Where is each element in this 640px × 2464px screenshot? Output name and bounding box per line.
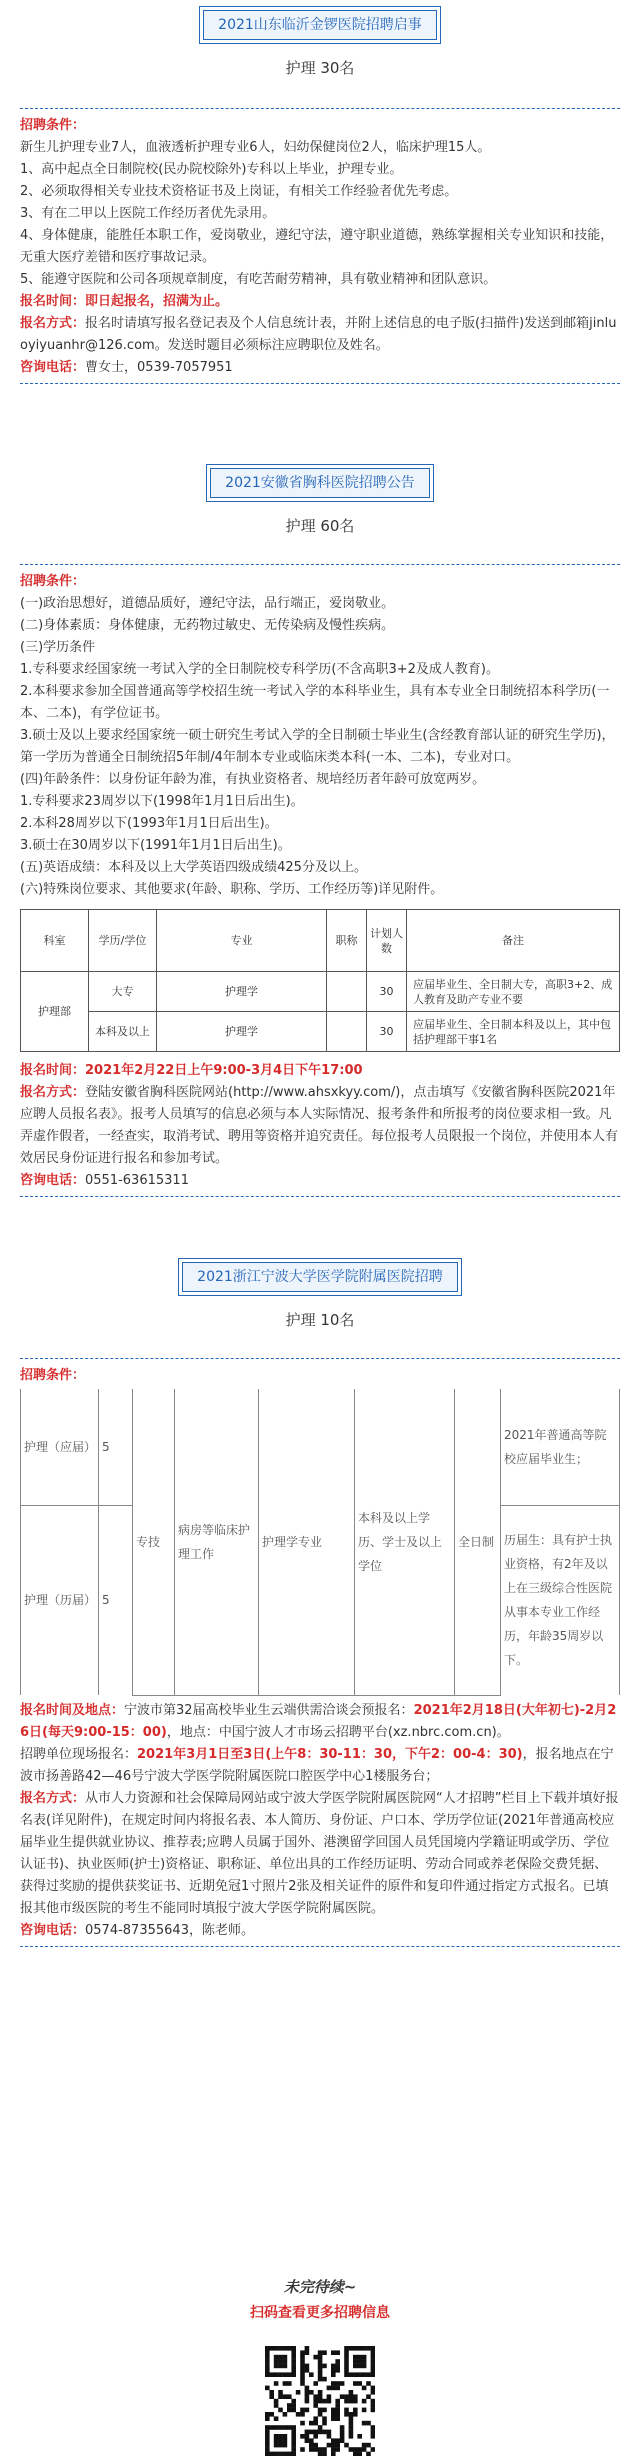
section-3-title-banner <box>178 1258 462 1296</box>
time-value: 2021年2月22日上午9:00-3月4日下午17:00 <box>85 1063 363 1078</box>
note-cell: 应届毕业生、全日制大专，高职3+2、成人教育及助产专业不要 <box>407 972 620 1012</box>
table-header: 计划人数 <box>367 910 407 972</box>
section-1-title-banner <box>199 6 441 44</box>
req-label: 招聘条件： <box>20 1368 86 1383</box>
table-header: 科室 <box>21 910 89 972</box>
section-2-body <box>20 564 620 1197</box>
major-cell: 护理学专业 <box>259 1389 355 1695</box>
site-label: 招聘单位现场报名： <box>20 1746 138 1762</box>
count-cell: 5 <box>99 1389 133 1505</box>
section-3-body <box>20 1358 620 1947</box>
s2-line: (六)特殊岗位要求、其他要求(年龄、职称、学历、工作经历等)详见附件。 <box>20 882 444 897</box>
s2-line: (二)身体素质：身体健康，无药物过敏史、无传染病及慢性疾病。 <box>20 618 395 633</box>
s2-line: 1.专科要求23周岁以下(1998年1月1日后出生)。 <box>20 794 304 809</box>
s2-line: (五)英语成绩：本科及以上大学英语四级成绩425分及以上。 <box>20 860 367 875</box>
to-be-continued: 未完待续~ <box>283 2278 357 2296</box>
time-label: 报名时间： <box>20 294 86 309</box>
time-value: 宁波市第32届高校毕业生云端供需洽谈会预报名： <box>124 1702 414 1718</box>
note-cell: 历届生：具有护士执业资格，有2年及以上在三级综合性医院从事本专业工作经历，年龄35周岁以下。 <box>501 1505 620 1695</box>
table-row <box>21 1389 620 1505</box>
table-row <box>21 1012 620 1052</box>
method-value: 从市人力资源和社会保障局网站或宁波大学医学院附属医院网“人才招聘”栏目上下载并填好报名表(详见附件)，在规定时间内将报名表、本人简历、身份证、户口本、学历学位证(2021年普通高校应届毕业生提供就业协议、推荐表;应聘人员属于国外、港澳留学回国人员凭国境内学籍证明或学历、学位认证书)、执业医师(护士)资格证、职称证、单位出具的工作经历证明、劳动合同或养老保险交费凭据、获得过奖励的提供获奖证书、近期免冠1寸照片2张及相关证件的原件和复印件通过指定方式报名。已填报其他市级医院的考生不能同时填报宁波大学医学院附属医院。 <box>20 1790 619 1916</box>
duty-cell: 病房等临床护理工作 <box>175 1389 259 1695</box>
degree-cell: 本科及以上学历、学士及以上学位 <box>355 1389 455 1695</box>
count-cell: 30 <box>367 1012 407 1052</box>
method-value: 登陆安徽省胸科医院网站(http://www.ahsxkyy.com/)，点击填写《安徽省胸科医院2021年应聘人员报名表》。报考人员填写的信息必须与本人实际情况、报考条件和所报考的岗位要求相一致。凡弄虚作假者，一经查实，取消考试、聘用等资格并追究责任。每位报考人员限报一个岗位，并使用本人有效居民身份证进行报名和参加考试。 <box>20 1085 619 1166</box>
table-header: 学历/学位 <box>89 910 157 972</box>
time-location: ，地点：中国宁波人才市场云招聘平台(xz.nbrc.com.cn)。 <box>166 1724 510 1740</box>
method-label: 报名方式： <box>20 316 86 331</box>
s2-line: 2.本科28周岁以下(1993年1月1日后出生)。 <box>20 816 278 831</box>
section-3-role: 护理 10名 <box>285 1311 355 1329</box>
phone-value: 0574-87355643，陈老师。 <box>85 1922 254 1938</box>
section-1-role: 护理 30名 <box>285 59 355 77</box>
table-row <box>21 972 620 1012</box>
site-location: ，报名地点在宁波市扬善路42—46号宁波大学医学院附属医院口腔医学中心1楼服务台； <box>20 1746 614 1784</box>
count-cell: 5 <box>99 1505 133 1695</box>
major-cell: 护理学 <box>157 1012 327 1052</box>
table-header: 职称 <box>327 910 367 972</box>
time-label: 报名时间及地点： <box>20 1702 125 1718</box>
s2-line: 3.硕士在30周岁以下(1991年1月1日后出生)。 <box>20 838 291 853</box>
time-value: 即日起报名，招满为止。 <box>85 294 229 309</box>
footer <box>0 2276 640 2456</box>
scan-prompt: 扫码查看更多招聘信息 <box>250 2305 390 2321</box>
section-1-header <box>0 6 640 78</box>
section-1-body <box>20 108 620 384</box>
s1-line: 2、必须取得相关专业技术资格证书及上岗证，有相关工作经验者优先考虑。 <box>20 184 458 199</box>
phone-label: 咨询电话： <box>20 360 86 375</box>
method-label: 报名方式： <box>20 1790 86 1806</box>
phone-label: 咨询电话： <box>20 1922 86 1938</box>
section-2-role: 护理 60名 <box>285 517 355 535</box>
note-cell: 2021年普通高等院校应届毕业生； <box>501 1389 620 1505</box>
qr-code-icon[interactable] <box>265 2346 375 2456</box>
table-header: 专业 <box>157 910 327 972</box>
phone-label: 咨询电话： <box>20 1173 86 1188</box>
phone-value: 0551-63615311 <box>85 1173 189 1188</box>
req-label: 招聘条件： <box>20 118 86 133</box>
s2-line: (一)政治思想好，道德品质好，遵纪守法，品行端正，爱岗敬业。 <box>20 596 395 611</box>
s1-line: 1、高中起点全日制院校(民办院校除外)专科以上毕业，护理专业。 <box>20 162 403 177</box>
section-2-header <box>0 464 640 536</box>
s2-line: 1.专科要求经国家统一考试入学的全日制院校专科学历(不含高职3+2及成人教育)。 <box>20 662 499 677</box>
site-time: 2021年3月1日至3日(上午8：30-11：30，下午2：00-4：30) <box>137 1746 523 1762</box>
anhui-position-table <box>20 909 620 1052</box>
section-3-header <box>0 1258 640 1330</box>
position-cell: 护理（历届） <box>21 1505 99 1695</box>
section-2-title: 2021安徽省胸科医院招聘公告 <box>210 468 430 498</box>
edu-cell: 大专 <box>89 972 157 1012</box>
method-value: 报名时请填写报名登记表及个人信息统计表，并附上述信息的电子版(扫描件)发送到邮箱jinluoyiyuanhr@126.com。发送时题目必须标注应聘职位及姓名。 <box>20 316 617 353</box>
req-label: 招聘条件： <box>20 574 86 589</box>
dept-cell: 护理部 <box>21 972 89 1052</box>
s2-line: (四)年龄条件：以身份证年龄为准，有执业资格者、规培经历者年龄可放宽两岁。 <box>20 772 486 787</box>
section-3-title: 2021浙江宁波大学医学院附属医院招聘 <box>182 1262 458 1292</box>
s2-line: 3.硕士及以上要求经国家统一硕士研究生考试入学的全日制硕士毕业生(含经教育部认证的研究生学历)，第一学历为普通全日制统招5年制/4年制本专业或临床类本科(一本、二本)，专业对口。 <box>20 728 615 765</box>
time-range: 2021年2月18日(大年初七)-2月26日(每天9:00-15：00) <box>20 1702 617 1740</box>
table-header: 备注 <box>407 910 620 972</box>
study-mode-cell: 全日制 <box>455 1389 501 1695</box>
method-label: 报名方式： <box>20 1085 86 1100</box>
s1-line: 3、有在二甲以上医院工作经历者优先录用。 <box>20 206 276 221</box>
section-1-title: 2021山东临沂金锣医院招聘启事 <box>203 10 437 40</box>
title-cell <box>327 972 367 1012</box>
s1-line: 4、身体健康，能胜任本职工作，爱岗敬业，遵纪守法，遵守职业道德，熟练掌握相关专业知识和技能，无重大医疗差错和医疗事故记录。 <box>20 228 614 265</box>
s1-line: 新生儿护理专业7人，血液透析护理专业6人，妇幼保健岗位2人，临床护理15人。 <box>20 140 491 155</box>
position-cell: 护理（应届） <box>21 1389 99 1505</box>
note-cell: 应届毕业生、全日制本科及以上，其中包括护理部干事1名 <box>407 1012 620 1052</box>
major-cell: 护理学 <box>157 972 327 1012</box>
title-cell <box>327 1012 367 1052</box>
edu-cell: 本科及以上 <box>89 1012 157 1052</box>
ningbo-position-table <box>20 1389 620 1696</box>
time-label: 报名时间： <box>20 1063 86 1078</box>
phone-value: 曹女士，0539-7057951 <box>85 360 233 375</box>
s1-line: 5、能遵守医院和公司各项规章制度，有吃苦耐劳精神，具有敬业精神和团队意识。 <box>20 272 497 287</box>
type-cell: 专技 <box>133 1389 175 1695</box>
s2-line: (三)学历条件 <box>20 640 96 655</box>
count-cell: 30 <box>367 972 407 1012</box>
section-2-title-banner <box>206 464 434 502</box>
s2-line: 2.本科要求参加全国普通高等学校招生统一考试入学的本科毕业生，具有本专业全日制统招本科学历(一本、二本)，有学位证书。 <box>20 684 610 721</box>
